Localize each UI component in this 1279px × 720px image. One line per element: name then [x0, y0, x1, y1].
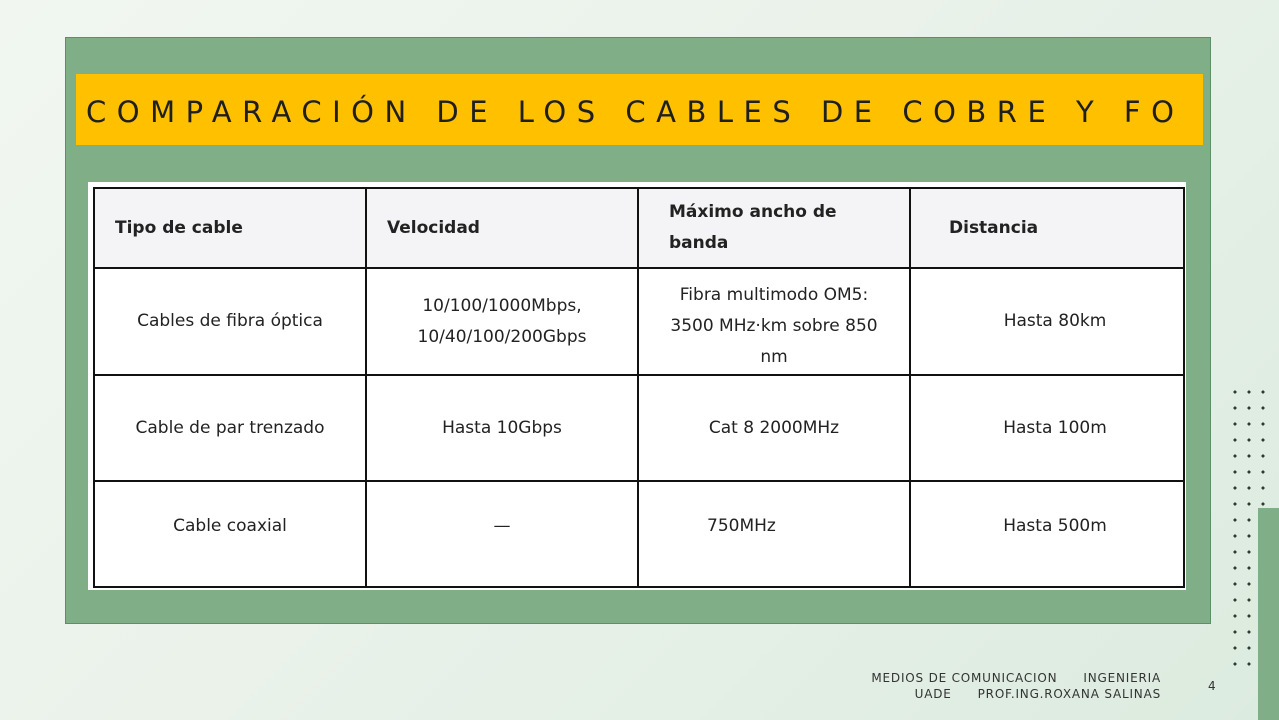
table-row: [94, 268, 1184, 375]
table-cell: [94, 481, 366, 587]
page-number: 4: [1208, 679, 1216, 693]
header-tipo: Tipo de cable: [115, 217, 243, 238]
cell-distancia: Hasta 500m: [1003, 515, 1107, 536]
table-row: [94, 375, 1184, 481]
footer-faculty: INGENIERIA: [1083, 671, 1161, 685]
table-cell: [366, 375, 638, 481]
table-cell: [638, 375, 910, 481]
cell-tipo: Cables de fibra óptica: [137, 311, 323, 331]
header-distancia: Distancia: [949, 217, 1039, 238]
footer: [871, 670, 1161, 702]
cell-velocidad: Hasta 10Gbps: [442, 417, 562, 438]
cell-ancho-line: Fibra multimodo OM5:: [679, 285, 869, 305]
footer-professor: PROF.ING.ROXANA SALINAS: [977, 687, 1161, 701]
header-velocidad: Velocidad: [387, 217, 480, 238]
cell-velocidad: —: [493, 515, 511, 536]
cell-velocidad-line: 10/40/100/200Gbps: [417, 326, 587, 347]
table-header-row: [94, 188, 1184, 268]
cell-distancia: Hasta 80km: [1003, 311, 1107, 331]
slide-title: COMPARACIÓN DE LOS CABLES DE COBRE Y FO: [86, 94, 1185, 129]
header-cell: [910, 188, 1184, 268]
table-cell: [910, 481, 1184, 587]
header-cell: [366, 188, 638, 268]
header-ancho: Máximo ancho de banda: [669, 202, 837, 253]
cell-velocidad-line: 10/100/1000Mbps,: [422, 295, 582, 316]
table-cell: [638, 268, 910, 375]
footer-line-1: [871, 670, 1161, 686]
header-cell: [94, 188, 366, 268]
green-accent-strip: [1258, 508, 1279, 720]
table-cell: [94, 268, 366, 375]
cell-ancho: [639, 280, 909, 373]
footer-course: MEDIOS DE COMUNICACION: [871, 671, 1058, 685]
table-row: [94, 481, 1184, 587]
table-cell: [366, 481, 638, 587]
table-cell: [94, 375, 366, 481]
table-cell: [638, 481, 910, 587]
comparison-table-frame: [88, 182, 1186, 590]
header-cell: [638, 188, 910, 268]
cell-tipo: Cable coaxial: [173, 515, 287, 536]
cell-ancho-line: nm: [760, 347, 788, 367]
footer-university: UADE: [914, 687, 952, 701]
table-cell: [910, 375, 1184, 481]
cell-ancho-line: 3500 MHz·km sobre 850: [670, 316, 878, 336]
cell-velocidad: [367, 291, 637, 353]
table-cell: [910, 268, 1184, 375]
title-bar: [76, 74, 1203, 145]
comparison-table: [93, 187, 1185, 588]
cell-ancho: Cat 8 2000MHz: [708, 417, 840, 438]
cell-ancho: 750MHz: [707, 515, 776, 536]
cell-tipo: Cable de par trenzado: [135, 417, 325, 438]
cell-distancia: Hasta 100m: [1003, 417, 1107, 438]
footer-line-2: [871, 686, 1161, 702]
table-cell: [366, 268, 638, 375]
